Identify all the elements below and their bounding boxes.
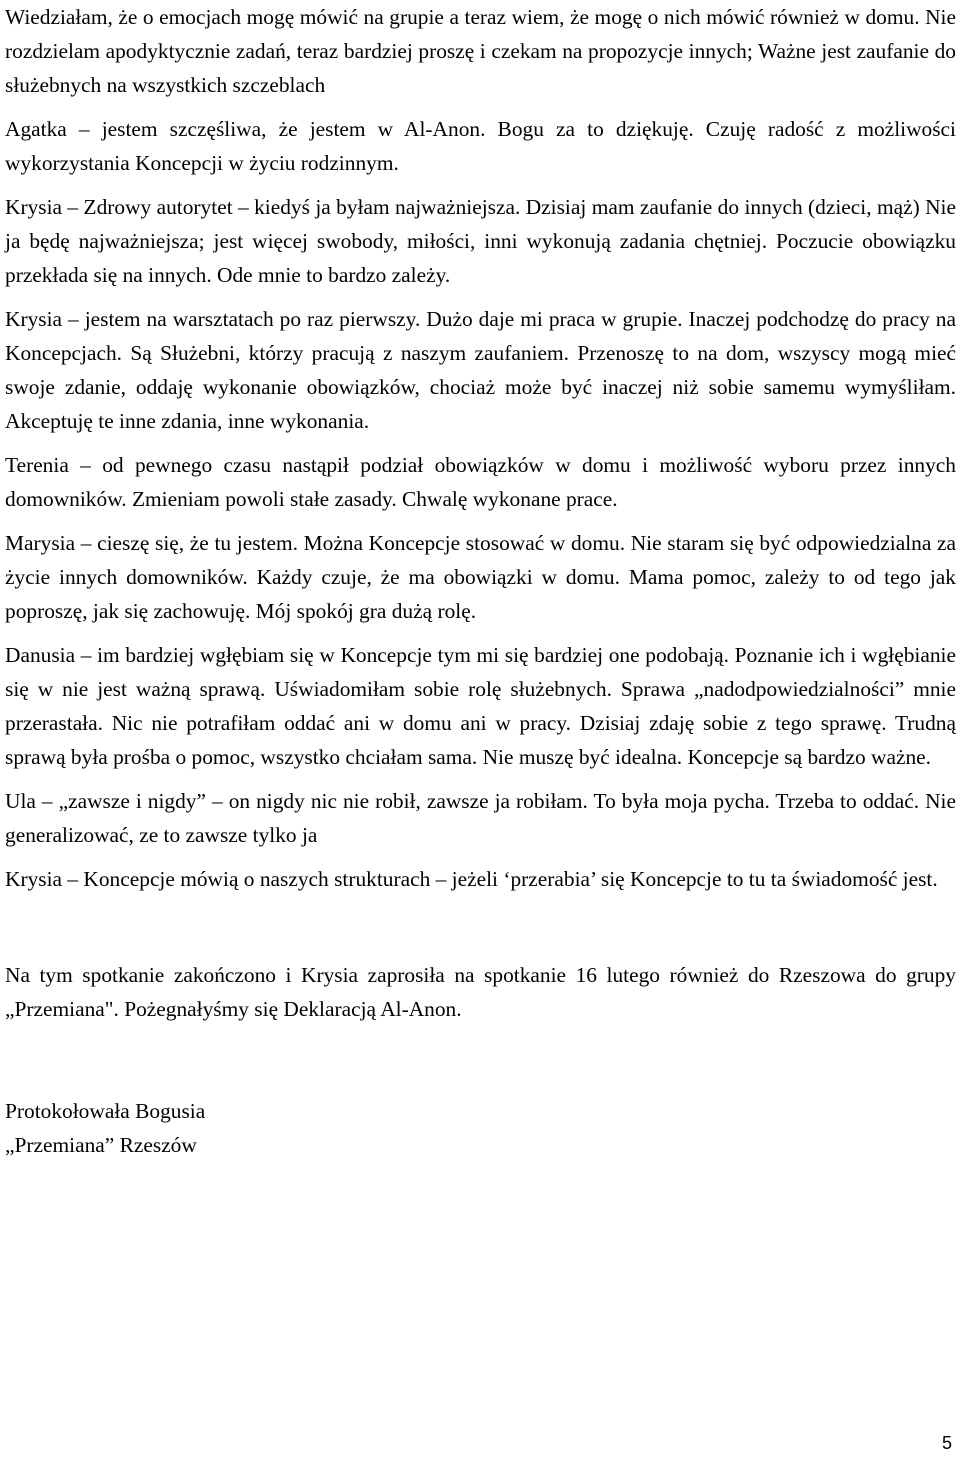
paragraph-spacer xyxy=(5,852,956,862)
paragraph-krysia-warsztaty: Krysia – jestem na warsztatach po raz pierwszy. Dużo daje mi praca w grupie. Inaczej podchodzę do pracy na Koncepcjach. Są Służebni, którzy pracują z naszym zaufaniem. Przenoszę to na dom, wszyscy mogą mieć swoje zdanie, oddaję wykonanie obowiązków, chociaż może być inaczej niż sobie samemu wymyśliłam. Akceptuję te inne zdania, inne wykonania. xyxy=(5,307,956,433)
page-number: 5 xyxy=(941,1433,952,1453)
paragraph-terenia: Terenia – od pewnego czasu nastąpił podział obowiązków w domu i możliwość wyboru przez innych domowników. Zmieniam powoli stałe zasady. Chwalę wykonane prace. xyxy=(5,453,956,511)
paragraph-danusia: Danusia – im bardziej wgłębiam się w Koncepcje tym mi się bardziej one podobają. Poznanie ich i wgłębianie się w nie jest ważną sprawą. Uświadomiłam sobie rolę służebnych. Sprawa „nadodpowiedzialności” mnie przerastała. Nic nie potrafiłam oddać ani w domu ani w pracy. Dzisiaj zdaję sobie z tego sprawę. Trudną sprawą była prośba o pomoc, wszystko chciałam sama. Nie muszę być idealna. Koncepcje są bardzo ważne. xyxy=(5,643,956,769)
signature-group: „Przemiana” Rzeszów xyxy=(5,1133,197,1157)
paragraph-spacer xyxy=(5,438,956,448)
paragraph-agatka: Agatka – jestem szczęśliwa, że jestem w Al-Anon. Bogu za to dziękuję. Czuję radość z możliwości wykorzystania Koncepcji w życiu rodzinnym. xyxy=(5,117,956,175)
paragraph-emocje: Wiedziałam, że o emocjach mogę mówić na grupie a teraz wiem, że mogę o nich mówić również w domu. Nie rozdzielam apodyktycznie zadań, teraz bardziej proszę i czekam na propozycje innych; Ważne jest zaufanie do służebnych na wszystkich szczeblach xyxy=(5,5,956,97)
paragraph-spacer xyxy=(5,102,956,112)
paragraph-spacer xyxy=(5,292,956,302)
closing-paragraph: Na tym spotkanie zakończono i Krysia zaprosiła na spotkanie 16 lutego również do Rzeszowa do grupy „Przemiana". Pożegnałyśmy się Deklaracją Al-Anon. xyxy=(5,963,956,1021)
paragraph-spacer xyxy=(5,628,956,638)
document-page xyxy=(5,0,956,1162)
paragraph-spacer xyxy=(5,774,956,784)
paragraph-marysia: Marysia – cieszę się, że tu jestem. Można Koncepcje stosować w domu. Nie staram się być odpowiedzialna za życie innych domowników. Każdy czuje, że ma obowiązki w domu. Mama pomoc, zależy to od tego jak poproszę, jak się zachowuję. Mój spokój gra dużą rolę. xyxy=(5,531,956,623)
paragraph-spacer xyxy=(5,516,956,526)
paragraph-spacer xyxy=(5,180,956,190)
paragraph-ula: Ula – „zawsze i nigdy” – on nigdy nic nie robił, zawsze ja robiłam. To była moja pycha. Trzeba to oddać. Nie generalizować, ze to zawsze tylko ja xyxy=(5,789,956,847)
signature-name: Protokołowała Bogusia xyxy=(5,1099,206,1123)
section-spacer xyxy=(5,896,956,958)
paragraph-krysia-autorytet: Krysia – Zdrowy autorytet – kiedyś ja byłam najważniejsza. Dzisiaj mam zaufanie do innych (dzieci, mąż) Nie ja będę najważniejsza; jest więcej swobody, miłości, inni wykonują zadania chętniej. Poczucie obowiązku przekłada się na innych. Ode mnie to bardzo zależy. xyxy=(5,195,956,287)
paragraph-krysia-koncepcje: Krysia – Koncepcje mówią o naszych strukturach – jeżeli ‘przerabia’ się Koncepcje to tu ta świadomość jest. xyxy=(5,867,938,891)
section-spacer xyxy=(5,1026,956,1094)
